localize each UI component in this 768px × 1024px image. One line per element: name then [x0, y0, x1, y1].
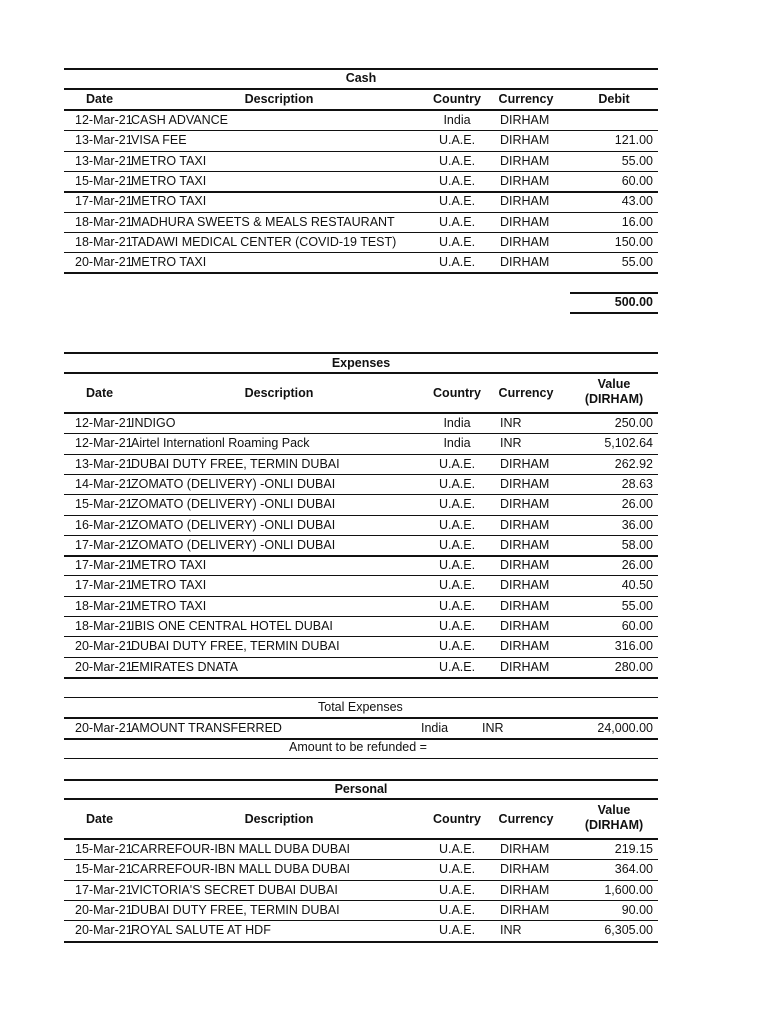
cash-header-debit: Debit — [598, 92, 630, 106]
table-row — [64, 494, 658, 514]
transfer-value: 24,000.00 — [597, 721, 653, 735]
refund-label: Amount to be refunded = — [289, 740, 427, 754]
row-country: U.A.E. — [438, 476, 476, 491]
row-country: U.A.E. — [438, 517, 476, 532]
row-date: 12-Mar-21 — [75, 113, 133, 127]
table-row — [64, 252, 658, 272]
row-description: METRO TAXI — [131, 173, 207, 188]
transfer-country: India — [421, 721, 449, 735]
row-country: India — [443, 436, 471, 451]
expenses-title: Expenses — [331, 356, 391, 370]
row-date: 18-Mar-21 — [75, 619, 133, 633]
table-row — [64, 413, 658, 433]
expenses-header-country: Country — [433, 386, 481, 400]
row-country: U.A.E. — [438, 194, 476, 209]
row-country: India — [443, 113, 471, 127]
row-country: U.A.E. — [438, 558, 476, 573]
row-value: 58.00 — [621, 537, 653, 552]
row-country: U.A.E. — [438, 862, 476, 877]
row-description: ZOMATO (DELIVERY) -ONLI DUBAI — [131, 476, 336, 491]
row-value: 43.00 — [621, 194, 653, 209]
cash-total-value: 500.00 — [614, 295, 653, 309]
row-currency: DIRHAM — [500, 476, 550, 491]
row-description: METRO TAXI — [131, 578, 207, 593]
row-country: U.A.E. — [438, 214, 476, 229]
transfer-currency: INR — [482, 721, 504, 735]
expenses-header-value — [574, 377, 654, 407]
cash-header-date: Date — [86, 92, 114, 106]
row-date: 13-Mar-21 — [75, 133, 133, 148]
table-row — [64, 839, 658, 859]
personal-header-value-line2: (DIRHAM) — [584, 818, 644, 832]
table-row — [64, 859, 658, 879]
table-row — [64, 474, 658, 494]
row-value: 1,600.00 — [604, 882, 653, 897]
row-date: 20-Mar-21 — [75, 639, 133, 654]
row-currency: DIRHAM — [500, 619, 550, 633]
row-currency: DIRHAM — [500, 173, 550, 188]
row-description: EMIRATES DNATA — [131, 659, 238, 674]
table-row — [64, 880, 658, 900]
expenses-header-description: Description — [244, 386, 314, 400]
cash-title: Cash — [345, 71, 377, 85]
table-row — [64, 191, 658, 211]
row-value: 5,102.64 — [604, 436, 653, 451]
cash-total-bottom-rule — [570, 312, 658, 314]
row-divider — [64, 272, 658, 274]
row-date: 13-Mar-21 — [75, 456, 133, 471]
row-date: 12-Mar-21 — [75, 416, 133, 430]
row-currency: DIRHAM — [500, 255, 550, 270]
row-currency: DIRHAM — [500, 639, 550, 654]
row-description: ROYAL SALUTE AT HDF — [131, 923, 271, 938]
row-date: 16-Mar-21 — [75, 517, 133, 532]
row-description: CARREFOUR-IBN MALL DUBA DUBAI — [131, 842, 351, 856]
expenses-header-date: Date — [86, 386, 114, 400]
row-value: 6,305.00 — [604, 923, 653, 938]
table-row — [64, 657, 658, 677]
table-row — [64, 535, 658, 555]
table-row — [64, 232, 658, 252]
expenses-bottom-rule — [64, 758, 658, 759]
row-date: 14-Mar-21 — [75, 476, 133, 491]
cash-header-country: Country — [433, 92, 481, 106]
row-description: METRO TAXI — [131, 194, 207, 209]
expenses-total-row — [64, 697, 658, 717]
row-value: 364.00 — [614, 862, 653, 877]
personal-header-value-line1: Value — [597, 803, 631, 817]
row-description: CARREFOUR-IBN MALL DUBA DUBAI — [131, 862, 351, 877]
row-currency: DIRHAM — [500, 882, 550, 897]
row-currency: DIRHAM — [500, 456, 550, 471]
row-date: 15-Mar-21 — [75, 497, 133, 512]
table-row — [64, 616, 658, 636]
table-row — [64, 555, 658, 575]
row-currency: DIRHAM — [500, 517, 550, 532]
table-row — [64, 212, 658, 232]
row-description: METRO TAXI — [131, 598, 207, 613]
row-currency: DIRHAM — [500, 862, 550, 877]
row-country: U.A.E. — [438, 639, 476, 654]
expenses-header-currency: Currency — [498, 386, 554, 400]
row-description: VICTORIA'S SECRET DUBAI DUBAI — [131, 882, 338, 897]
row-currency: DIRHAM — [500, 153, 550, 168]
table-row — [64, 433, 658, 453]
personal-header-row — [64, 799, 658, 839]
row-country: U.A.E. — [438, 173, 476, 188]
row-description: TADAWI MEDICAL CENTER (COVID-19 TEST) — [131, 234, 397, 249]
row-value: 55.00 — [621, 598, 653, 613]
row-description: DUBAI DUTY FREE, TERMIN DUBAI — [131, 456, 340, 471]
row-country: India — [443, 416, 471, 430]
row-country: U.A.E. — [438, 456, 476, 471]
row-value: 121.00 — [614, 133, 653, 148]
row-currency: DIRHAM — [500, 497, 550, 512]
row-date: 20-Mar-21 — [75, 255, 133, 270]
row-country: U.A.E. — [438, 255, 476, 270]
row-currency: INR — [500, 436, 522, 451]
row-currency: DIRHAM — [500, 598, 550, 613]
row-country: U.A.E. — [438, 659, 476, 674]
table-row — [64, 636, 658, 656]
row-value: 26.00 — [621, 497, 653, 512]
row-divider — [64, 677, 658, 679]
cash-header-row — [64, 89, 658, 109]
row-value: 90.00 — [621, 902, 653, 917]
row-divider — [64, 941, 658, 943]
refund-row — [64, 737, 658, 757]
table-row — [64, 515, 658, 535]
transfer-date: 20-Mar-21 — [75, 721, 133, 735]
row-country: U.A.E. — [438, 537, 476, 552]
row-date: 18-Mar-21 — [75, 598, 133, 613]
row-value: 55.00 — [621, 255, 653, 270]
row-country: U.A.E. — [438, 153, 476, 168]
row-country: U.A.E. — [438, 497, 476, 512]
row-description: Airtel Internationl Roaming Pack — [131, 436, 310, 451]
row-date: 17-Mar-21 — [75, 537, 133, 552]
row-country: U.A.E. — [438, 923, 476, 938]
row-currency: DIRHAM — [500, 558, 550, 573]
row-value: 40.50 — [621, 578, 653, 593]
table-row — [64, 900, 658, 920]
row-date: 18-Mar-21 — [75, 214, 133, 229]
row-description: DUBAI DUTY FREE, TERMIN DUBAI — [131, 639, 340, 654]
table-row — [64, 130, 658, 150]
row-date: 15-Mar-21 — [75, 173, 133, 188]
row-date: 18-Mar-21 — [75, 234, 133, 249]
table-row — [64, 171, 658, 191]
row-description: DUBAI DUTY FREE, TERMIN DUBAI — [131, 902, 340, 917]
personal-header-description: Description — [244, 812, 314, 826]
row-currency: DIRHAM — [500, 842, 550, 856]
row-date: 17-Mar-21 — [75, 558, 133, 573]
expenses-header-row — [64, 373, 658, 413]
row-country: U.A.E. — [438, 882, 476, 897]
row-date: 20-Mar-21 — [75, 902, 133, 917]
row-country: U.A.E. — [438, 902, 476, 917]
row-value: 60.00 — [621, 619, 653, 633]
table-row — [64, 920, 658, 940]
expenses-header-value-line1: Value — [597, 377, 631, 391]
row-country: U.A.E. — [438, 578, 476, 593]
cash-header-description: Description — [244, 92, 314, 106]
row-description: METRO TAXI — [131, 153, 207, 168]
row-value: 16.00 — [621, 214, 653, 229]
row-currency: DIRHAM — [500, 194, 550, 209]
row-date: 15-Mar-21 — [75, 862, 133, 877]
amount-transferred-row — [64, 718, 658, 738]
personal-header-date: Date — [86, 812, 114, 826]
personal-header-country: Country — [433, 812, 481, 826]
table-row — [64, 454, 658, 474]
table-row — [64, 110, 658, 130]
row-currency: DIRHAM — [500, 133, 550, 148]
row-value: 150.00 — [614, 234, 653, 249]
cash-total — [570, 292, 658, 312]
table-row — [64, 151, 658, 171]
row-date: 20-Mar-21 — [75, 923, 133, 938]
total-expenses-label: Total Expenses — [318, 700, 403, 714]
row-value: 250.00 — [614, 416, 653, 430]
personal-header-value — [574, 803, 654, 833]
row-currency: DIRHAM — [500, 902, 550, 917]
row-description: INDIGO — [131, 416, 176, 430]
row-currency: DIRHAM — [500, 214, 550, 229]
row-currency: DIRHAM — [500, 234, 550, 249]
row-description: METRO TAXI — [131, 558, 207, 573]
row-date: 12-Mar-21 — [75, 436, 133, 451]
personal-header-currency: Currency — [498, 812, 554, 826]
row-date: 17-Mar-21 — [75, 882, 133, 897]
transfer-description: AMOUNT TRANSFERRED — [131, 721, 282, 735]
row-description: ZOMATO (DELIVERY) -ONLI DUBAI — [131, 537, 336, 552]
table-row — [64, 596, 658, 616]
row-description: ZOMATO (DELIVERY) -ONLI DUBAI — [131, 497, 336, 512]
row-value: 219.15 — [614, 842, 653, 856]
row-value: 28.63 — [621, 476, 653, 491]
row-value: 26.00 — [621, 558, 653, 573]
row-value: 280.00 — [614, 659, 653, 674]
row-country: U.A.E. — [438, 234, 476, 249]
row-description: METRO TAXI — [131, 255, 207, 270]
cash-header-currency: Currency — [498, 92, 554, 106]
row-date: 17-Mar-21 — [75, 578, 133, 593]
row-date: 13-Mar-21 — [75, 153, 133, 168]
row-date: 15-Mar-21 — [75, 842, 133, 856]
row-country: U.A.E. — [438, 598, 476, 613]
row-currency: DIRHAM — [500, 113, 550, 127]
row-currency: DIRHAM — [500, 578, 550, 593]
row-currency: DIRHAM — [500, 537, 550, 552]
row-currency: INR — [500, 923, 522, 938]
row-description: CASH ADVANCE — [131, 113, 229, 127]
row-description: MADHURA SWEETS & MEALS RESTAURANT — [131, 214, 395, 229]
row-date: 17-Mar-21 — [75, 194, 133, 209]
row-description: VISA FEE — [131, 133, 187, 148]
row-country: U.A.E. — [438, 842, 476, 856]
table-row — [64, 575, 658, 595]
row-value: 316.00 — [614, 639, 653, 654]
row-value: 36.00 — [621, 517, 653, 532]
row-date: 20-Mar-21 — [75, 659, 133, 674]
row-currency: INR — [500, 416, 522, 430]
row-description: IBIS ONE CENTRAL HOTEL DUBAI — [131, 619, 333, 633]
row-description: ZOMATO (DELIVERY) -ONLI DUBAI — [131, 517, 336, 532]
row-value: 55.00 — [621, 153, 653, 168]
expenses-header-value-line2: (DIRHAM) — [584, 392, 644, 406]
row-value: 60.00 — [621, 173, 653, 188]
row-country: U.A.E. — [438, 619, 476, 633]
row-value: 262.92 — [614, 456, 653, 471]
row-currency: DIRHAM — [500, 659, 550, 674]
personal-title: Personal — [334, 782, 388, 796]
row-country: U.A.E. — [438, 133, 476, 148]
